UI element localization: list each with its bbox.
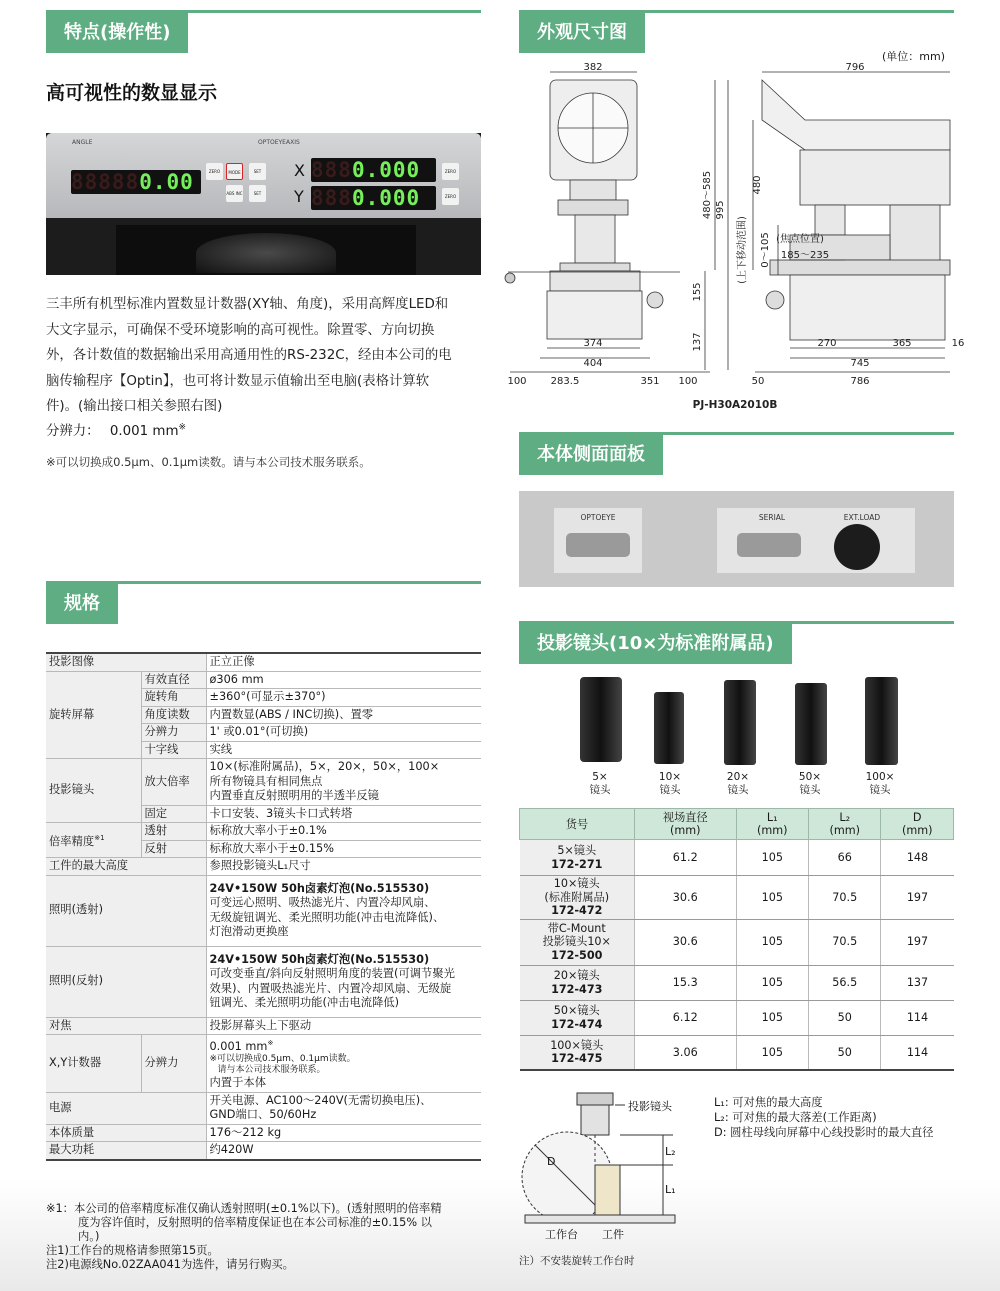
lens-10x-photo [654,692,684,764]
lens-footnote: 注）不安装旋转工作台时 [519,1255,635,1267]
x-readout: 8880.000 [311,158,436,182]
dim-range: 0～105 [760,232,771,268]
optoeye-port[interactable] [566,533,630,557]
resolution-note: ※可以切换成0.5μm、0.1μm读数。请与本公司技术服务联系。 [46,455,371,469]
diagram-work-label: 工件 [602,1228,624,1241]
section-title-specs: 规格 [46,584,118,624]
angle-readout: 888880.00 [71,170,201,194]
diagram-l1-label: L₁ [665,1183,676,1196]
table-row: 分辨力 1' 或0.01°(可切换) [46,724,481,742]
dim-16: 16 [951,338,965,349]
resolution-label: 分辨力： [46,424,100,439]
dim-100a: 100 [507,376,527,387]
lens-turret [196,233,336,273]
dim-50: 50 [751,376,765,387]
lens-table [519,808,954,1071]
section-title-features: 特点(操作性) [46,13,188,53]
lens-caption-50x: 50× 镜头 [798,771,822,796]
axis-label: AXIS [286,139,300,146]
table-row: 角度读数 内置数显(ABS / INC切换)、置零 [46,706,481,724]
dimension-drawing [500,60,970,416]
model-number: PJ-H30A2010B [692,399,778,411]
lens-100x-photo [865,677,898,765]
dim-283-5: 283.5 [550,376,580,387]
resolution-line: 分辨力： 0.001 mm※ [46,422,187,439]
table-row: 倍率精度$^{※1}$ 透射 标称放大率小于±0.1% [46,823,481,841]
table-row: 对焦 投影屏幕头上下驱动 [46,1017,481,1035]
table-row: 20×镜头 172-473 15.3 105 56.5 137 [520,965,954,1000]
table-row: 本体质量 176～212 kg [46,1124,481,1142]
lens-5x-photo [580,677,622,762]
dim-995: 995 [715,200,726,220]
table-row: 照明(透射) 24V•150W 50h卤素灯泡(No.515530) 可变远心照明、吸热滤光片、内置冷却风扇、 无级旋钮调光、柔光照明功能(冲击电流降低)、 灯泡滑动更换座 [46,875,481,946]
spec-notes: ※1：本公司的倍率精度标准仅确认透射照明(±0.1%以下)。(透射照明的倍率精 度为容许值时，反射照明的倍率精度保证也在本公司标准的±0.15% 以 内。) 注1)工作台的规格请参照第15页。 注2)电源线No.02ZAA041为选件，请另行购买。 [46,1202,442,1271]
counter-display-photo [46,133,481,275]
lens-caption-10x: 10× 镜头 [658,771,682,796]
ext-load-port[interactable] [834,524,880,570]
x-zero-button[interactable]: ZERO [442,163,459,180]
table-row: 固定 卡口安装、3镜头卡口式转塔 [46,805,481,823]
table-row: 5×镜头 172-271 61.2 105 66 148 [520,840,954,876]
resolution-value: 0.001 mm [109,424,179,439]
table-row: 十字线 实线 [46,741,481,759]
table-header-row: 货号 视场直径 (mm) L₁ (mm) L₂ (mm) D (mm) [520,809,954,840]
lens-caption-5x: 5× 镜头 [589,771,611,796]
table-row: 投影镜头 放大倍率 10×(标准附属品)，5×，20×，50×，100× 所有物镜具有相同焦点 内置垂直反射照明用的半透半反镜 [46,759,481,806]
angle-label: ANGLE [72,139,93,146]
counter-panel [46,133,481,218]
table-row: 50×镜头 172-474 6.12 105 50 114 [520,1000,954,1035]
dim-745: 745 [850,358,870,369]
dim-374: 374 [583,338,603,349]
y-zero-button[interactable]: ZERO [442,188,459,205]
dim-786: 786 [850,376,870,387]
table-row: 10×镜头 (标准附属品) 172-472 30.6 105 70.5 197 [520,876,954,920]
diagram-l2-label: L₂ [665,1145,676,1158]
lens-geometry-diagram [515,1085,715,1245]
mode-button[interactable]: MODE [226,163,243,180]
dim-404: 404 [583,358,603,369]
dim-270: 270 [817,338,837,349]
section-title-dimensions: 外观尺寸图 [519,13,645,53]
dim-range-label: (上下移动范围) [737,216,748,284]
optoeye-plate [554,508,642,573]
dim-796: 796 [845,62,865,73]
table-row: 旋转屏幕 有效直径 ø306 mm [46,671,481,689]
spec-table [46,652,481,1161]
lens-legend: L₁: 可对焦的最大高度 L₂: 可对焦的最大落差(工作距离) D: 圆柱母线向屏幕中心线投影时的最大直径 [714,1096,934,1139]
dim-382: 382 [583,62,603,73]
lens-50x-photo [795,683,827,765]
abs-inc-button[interactable]: ABS INC [226,185,243,202]
table-row: 旋转角 ±360°(可显示±370°) [46,689,481,707]
diagram-d-label: D [547,1155,556,1168]
section-title-lenses: 投影镜头(10×为标准附属品) [519,624,792,664]
y-axis-letter: Y [294,187,304,206]
ext-load-label: EXT.LOAD [843,513,881,522]
dim-365: 365 [892,338,912,349]
optoeye-label: OPTOEYE [258,139,286,146]
feature-headline: 高可视性的数显显示 [46,82,218,104]
lens-caption-20x: 20× 镜头 [726,771,750,796]
feature-description: 三丰所有机型标准内置数显计数器(XY轴、角度)，采用高辉度LED和 大文字显示，可确保不受环境影响的高可视性。除置零、方向切换 外，各计数值的数据输出采用高通用性的RS-232C，经由本公司的电 脑传输程序【Optin】，也可将计数显示值输出至电脑(表格计算软 件)。(输出接口相关参照右图) [46,297,452,414]
table-row: 电源 开关电源、AC100～240V(无需切换电压)、 GND端口、50/60Hz [46,1092,481,1124]
table-row: X,Y计数器 分辨力 0.001 mm※ ※可以切换成0.5μm、0.1μm读数。 请与本公司技术服务联系。 内置于本体 [46,1035,481,1093]
diagram-lens-label: 投影镜头 [628,1100,672,1113]
x-set-button[interactable]: SET [249,163,266,180]
optoeye-port-label: OPTOEYE [580,513,616,522]
dim-480: 480 [752,175,763,195]
table-row: 最大功耗 约420W [46,1142,481,1160]
table-row: 100×镜头 172-475 3.06 105 50 114 [520,1035,954,1070]
dim-137: 137 [692,332,703,352]
dim-focus: 185～235 [780,250,830,261]
zero-button[interactable]: ZERO [206,163,223,180]
table-row: 带C-Mount 投影镜头10× 172-500 30.6 105 70.5 197 [520,919,954,965]
diagram-table-label: 工作台 [545,1228,578,1241]
dim-480-585: 480～585 [702,170,713,220]
serial-plate [717,508,915,573]
y-set-button[interactable]: SET [249,185,266,202]
section-title-side-panel: 本体侧面面板 [519,435,663,475]
dim-100b: 100 [678,376,698,387]
table-row: 照明(反射) 24V•150W 50h卤素灯泡(No.515530) 可改变垂直/斜向反射照明角度的装置(可调节聚光 效果)、内置吸热滤光片、内置冷却风扇、无级旋 钮调光、柔光照明功能(冲击电流降低) [46,946,481,1017]
table-row: 工件的最大高度 参照投影镜头L₁尺寸 [46,858,481,876]
lens-caption-100x: 100× 镜头 [865,771,895,796]
side-panel-photo [519,491,954,587]
dim-351: 351 [640,376,660,387]
unit-label: (单位：mm) [882,50,946,63]
serial-port[interactable] [737,533,801,557]
lens-20x-photo [724,680,756,765]
y-readout: 8880.000 [311,186,436,210]
x-axis-letter: X [294,161,305,180]
table-row: 投影图像 正立正像 [46,653,481,671]
table-row: 反射 标称放大率小于±0.15% [46,840,481,858]
dim-focus-label: (焦点位置) [776,234,824,245]
dim-155: 155 [692,282,703,302]
serial-port-label: SERIAL [758,513,786,522]
